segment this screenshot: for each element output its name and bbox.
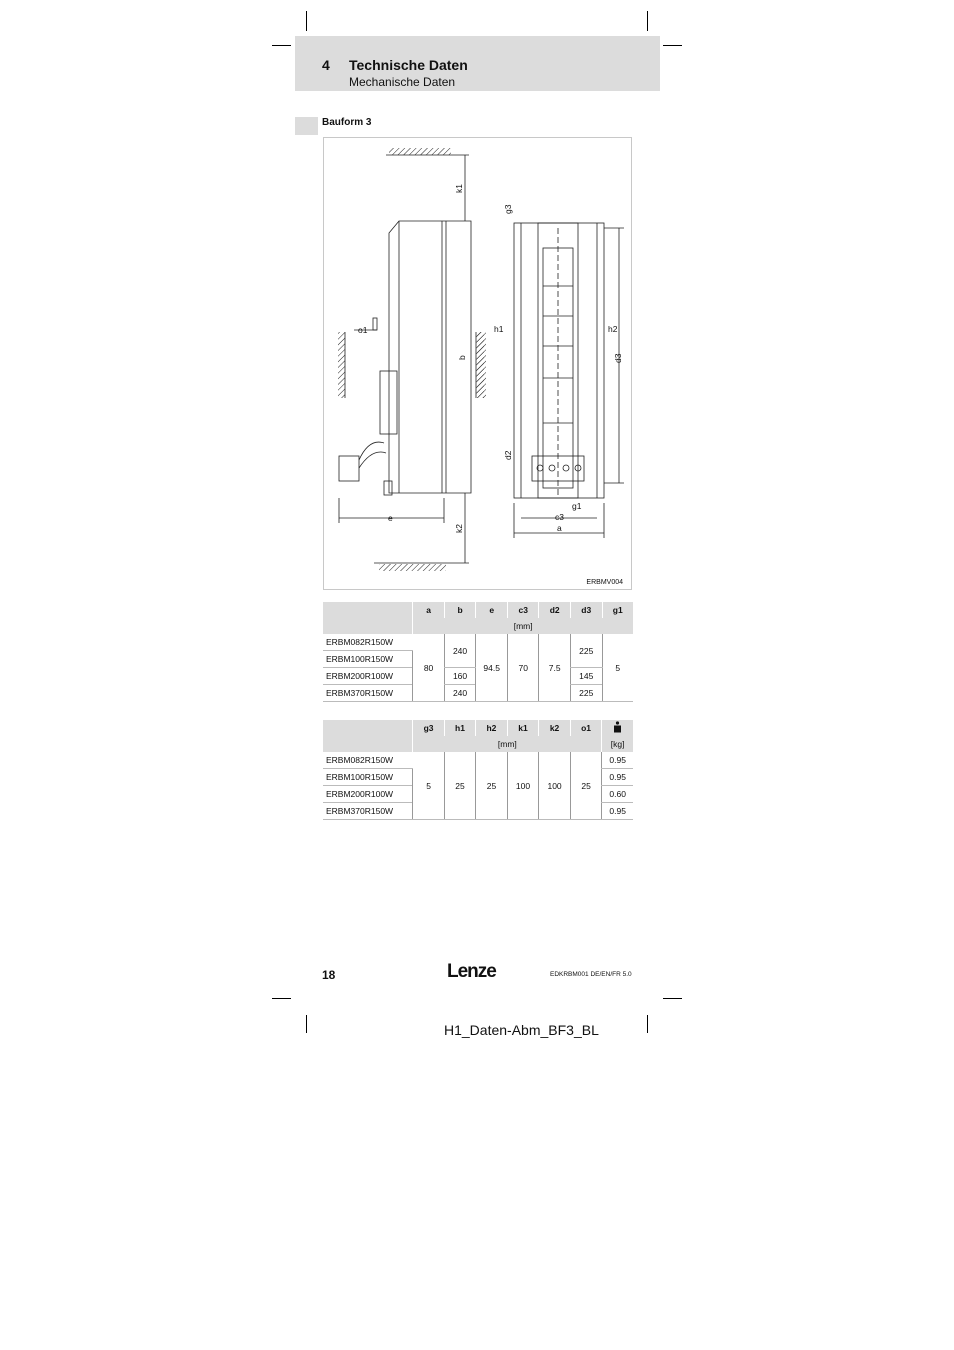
col-o1: o1 — [570, 720, 601, 736]
label-h2: h2 — [608, 324, 618, 334]
crop-mark — [306, 1015, 307, 1033]
lenze-logo: Lenze — [447, 961, 496, 982]
label-d3: d3 — [613, 353, 623, 363]
crop-mark — [647, 1015, 648, 1033]
doc-code: EDKRBM001 DE/EN/FR 5.0 — [550, 971, 632, 978]
chapter-subtitle: Mechanische Daten — [349, 75, 456, 89]
unit-mm: [mm] — [413, 618, 633, 634]
crop-mark — [647, 11, 648, 31]
col-a: a — [413, 602, 444, 618]
label-g3: g3 — [503, 204, 513, 214]
label-h1: h1 — [494, 324, 504, 334]
table-row: ERBM082R150W — [323, 752, 413, 769]
col-g1: g1 — [602, 602, 633, 618]
dimension-drawing — [323, 137, 632, 590]
label-a: a — [557, 523, 562, 533]
label-d2: d2 — [503, 450, 513, 460]
crop-mark — [663, 45, 682, 46]
col-h2: h2 — [476, 720, 507, 736]
chapter-number: 4 — [322, 57, 330, 73]
file-label: H1_Daten-Abm_BF3_BL — [444, 1022, 599, 1038]
section-marker — [295, 117, 318, 135]
col-d2: d2 — [539, 602, 571, 618]
dimensions-table-1: a b e c3 d2 d3 g1 [mm] ERBM082R150W 80 240 94.5 70 7.5 225 5 ERBM100R150W ERBM200R100W 160 145 ERBM370R150W 240 225 — [323, 602, 633, 702]
label-k1: k1 — [454, 184, 464, 193]
label-c3: c3 — [555, 512, 564, 522]
table-row: ERBM370R150W — [323, 803, 413, 820]
label-g1: g1 — [572, 501, 582, 511]
col-e: e — [476, 602, 508, 618]
col-d3: d3 — [570, 602, 602, 618]
dimensions-table-2: g3 h1 h2 k1 k2 o1 [mm] [kg] ERBM082R150W 5 25 25 100 100 25 0.95 ERBM100R150W 0.95 ERBM200R100W 0.60 ERBM370R150W 0.95 — [323, 720, 633, 820]
col-b: b — [444, 602, 476, 618]
weight-icon — [602, 720, 633, 736]
page-number: 18 — [322, 968, 336, 982]
col-k2: k2 — [539, 720, 571, 736]
figure-code: ERBMV004 — [586, 579, 623, 586]
label-b: b — [457, 355, 467, 360]
crop-mark — [272, 998, 291, 999]
table-row: ERBM082R150W — [323, 634, 413, 651]
col-h1: h1 — [444, 720, 475, 736]
col-k1: k1 — [507, 720, 539, 736]
table-row: ERBM200R100W — [323, 786, 413, 803]
col-c3: c3 — [508, 602, 539, 618]
crop-mark — [306, 11, 307, 31]
table-row: ERBM200R100W — [323, 668, 413, 685]
table-row: ERBM100R150W — [323, 651, 413, 668]
chapter-title: Technische Daten — [349, 57, 468, 73]
drawing-svg — [324, 138, 631, 589]
label-e: e — [388, 513, 393, 523]
col-g3: g3 — [413, 720, 444, 736]
label-k2: k2 — [454, 524, 464, 533]
label-o1: o1 — [358, 325, 368, 335]
crop-mark — [272, 45, 291, 46]
table-row: ERBM370R150W — [323, 685, 413, 702]
section-title: Bauform 3 — [322, 117, 372, 128]
crop-mark — [663, 998, 682, 999]
unit-kg: [kg] — [602, 736, 633, 752]
unit-mm: [mm] — [413, 736, 602, 752]
table-row: ERBM100R150W — [323, 769, 413, 786]
